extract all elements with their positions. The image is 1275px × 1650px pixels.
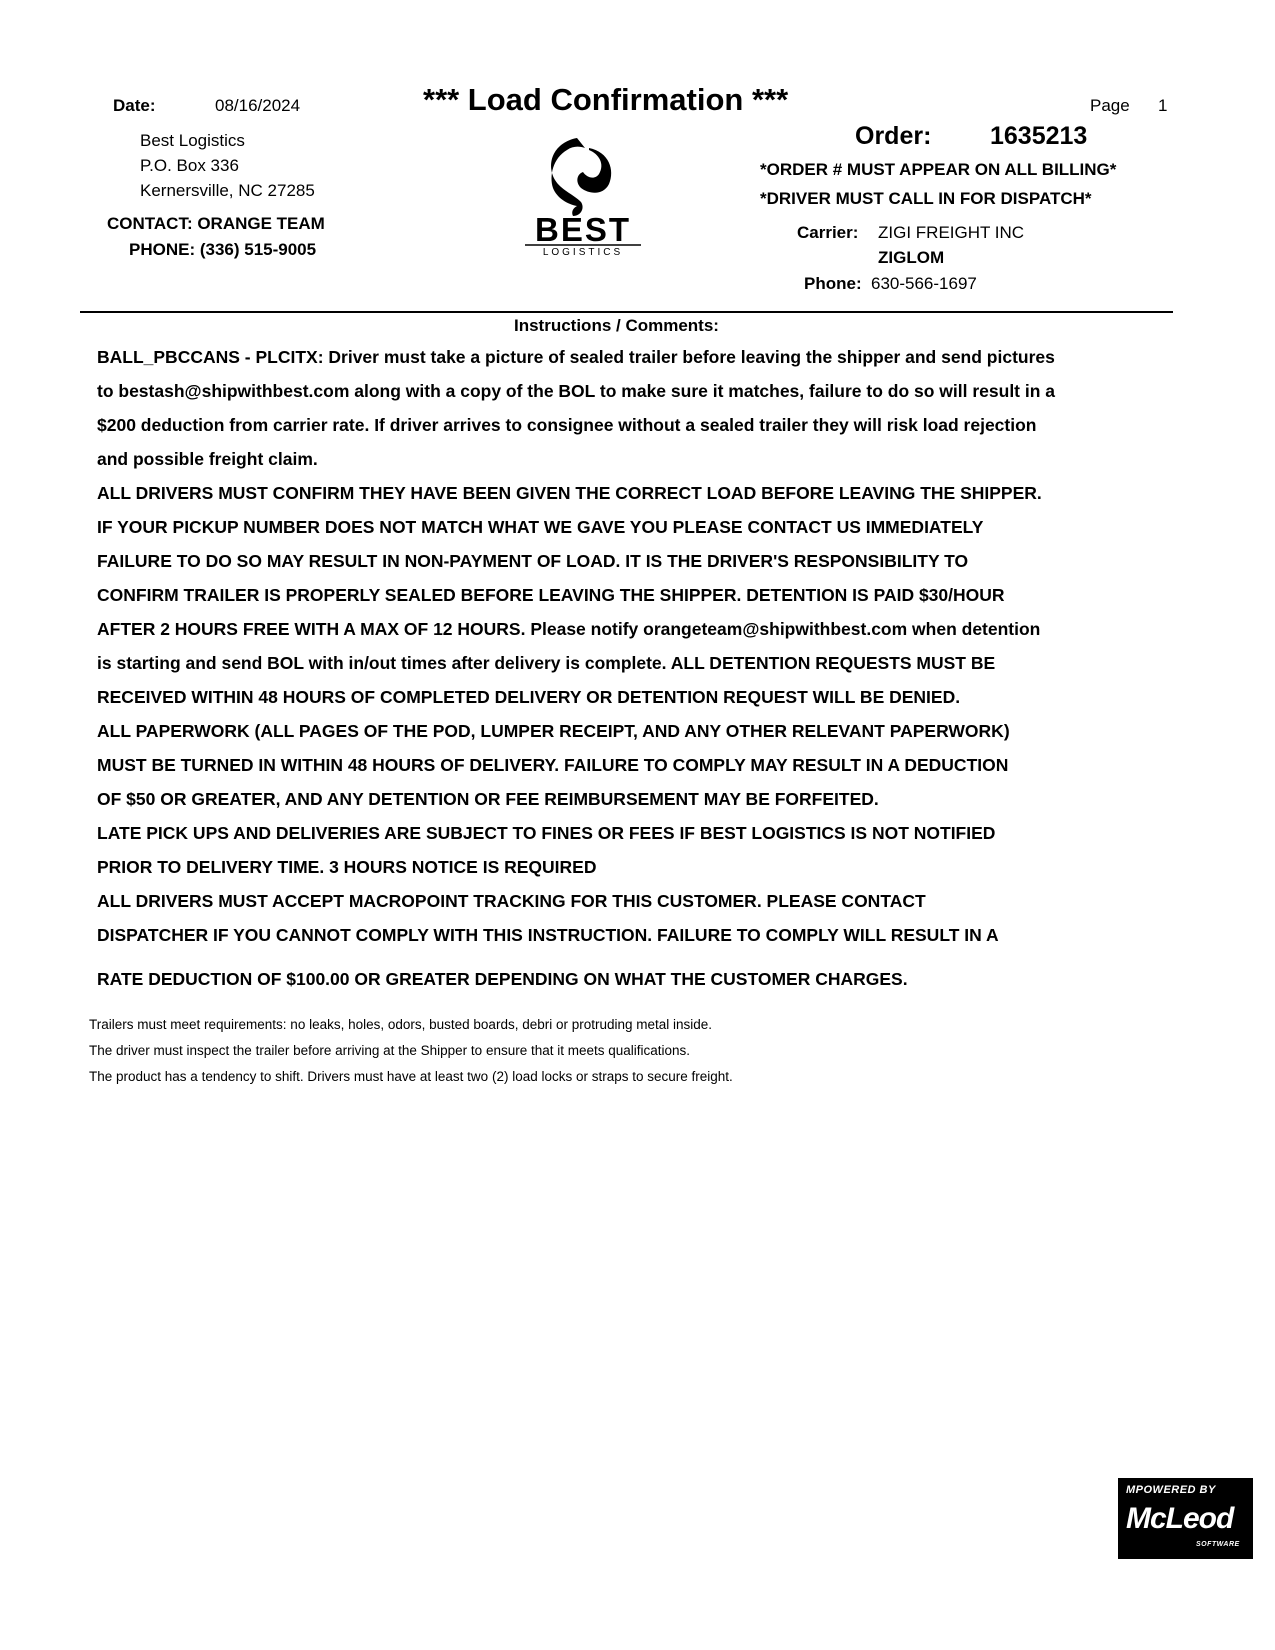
date-value: 08/16/2024 [215, 96, 301, 115]
instruction-line: $200 deduction from carrier rate. If driver arrives to consignee without a sealed trailer they will risk load rejection [97, 415, 1037, 435]
company-address-line1: P.O. Box 336 [140, 156, 239, 175]
instruction-line: and possible freight claim. [97, 449, 318, 469]
fine-print-line: The product has a tendency to shift. Drivers must have at least two (2) load locks or straps to secure freight. [89, 1069, 733, 1084]
carrier-label: Carrier: [797, 223, 859, 242]
page-number: 1 [1158, 96, 1168, 115]
instruction-line: RECEIVED WITHIN 48 HOURS OF COMPLETED DELIVERY OR DETENTION REQUEST WILL BE DENIED. [97, 687, 961, 707]
company-address-block [140, 128, 315, 203]
instruction-line: LATE PICK UPS AND DELIVERIES ARE SUBJECT TO FINES OR FEES IF BEST LOGISTICS IS NOT NOTIFIED [97, 823, 996, 843]
instruction-line: FAILURE TO DO SO MAY RESULT IN NON-PAYMENT OF LOAD. IT IS THE DRIVER'S RESPONSIBILITY TO [97, 551, 969, 571]
instruction-line: PRIOR TO DELIVERY TIME. 3 HOURS NOTICE IS REQUIRED [97, 857, 597, 877]
dispatch-note: *DRIVER MUST CALL IN FOR DISPATCH* [760, 189, 1092, 208]
instruction-line: IF YOUR PICKUP NUMBER DOES NOT MATCH WHAT WE GAVE YOU PLEASE CONTACT US IMMEDIATELY [97, 517, 984, 537]
carrier-phone-label: Phone: [804, 274, 862, 293]
instruction-line: is starting and send BOL with in/out times after delivery is complete. ALL DETENTION REQUESTS MUST BE [97, 653, 996, 673]
order-number: 1635213 [990, 122, 1088, 150]
date-label: Date: [113, 96, 156, 115]
company-contact: CONTACT: ORANGE TEAM [107, 214, 325, 233]
best-logistics-logo [515, 128, 651, 258]
instruction-line: ALL DRIVERS MUST CONFIRM THEY HAVE BEEN GIVEN THE CORRECT LOAD BEFORE LEAVING THE SHIPPER. [97, 483, 1042, 503]
software-text: SOFTWARE [1196, 1541, 1240, 1548]
company-phone: PHONE: (336) 515-9005 [129, 240, 317, 259]
logo-text: BEST [534, 211, 632, 248]
header-divider [80, 311, 1173, 313]
instruction-line: CONFIRM TRAILER IS PROPERLY SEALED BEFORE LEAVING THE SHIPPER. DETENTION IS PAID $30/HOUR [97, 585, 1005, 605]
instruction-line: ALL DRIVERS MUST ACCEPT MACROPOINT TRACKING FOR THIS CUSTOMER. PLEASE CONTACT [97, 891, 926, 911]
instruction-line: ALL PAPERWORK (ALL PAGES OF THE POD, LUMPER RECEIPT, AND ANY OTHER RELEVANT PAPERWORK) [97, 721, 1010, 741]
mcleod-brand-text: McLeod [1126, 1502, 1234, 1535]
company-address-line2: Kernersville, NC 27285 [140, 181, 315, 200]
powered-by-mcleod-badge [1118, 1478, 1253, 1559]
order-label: Order: [855, 122, 932, 150]
carrier-name: ZIGI FREIGHT INC [878, 223, 1025, 242]
instructions-body [97, 340, 1055, 996]
instruction-line: to bestash@shipwithbest.com along with a copy of the BOL to make sure it matches, failure to do so will result in a [97, 381, 1056, 401]
instruction-line: BALL_PBCCANS - PLCITX: Driver must take a picture of sealed trailer before leaving the shipper and send pictures [97, 347, 1055, 367]
instruction-line: MUST BE TURNED IN WITHIN 48 HOURS OF DELIVERY. FAILURE TO COMPLY MAY RESULT IN A DEDUCTION [97, 755, 1009, 775]
powered-by-text: MPOWERED BY [1126, 1484, 1216, 1496]
carrier-phone: 630-566-1697 [871, 274, 977, 293]
carrier-contact: ZIGLOM [878, 248, 945, 267]
instruction-line: OF $50 OR GREATER, AND ANY DETENTION OR FEE REIMBURSEMENT MAY BE FORFEITED. [97, 789, 879, 809]
logo-subtext: LOGISTICS [542, 247, 624, 258]
company-name: Best Logistics [140, 131, 245, 150]
instruction-line: RATE DEDUCTION OF $100.00 OR GREATER DEPENDING ON WHAT THE CUSTOMER CHARGES. [97, 969, 908, 989]
billing-note: *ORDER # MUST APPEAR ON ALL BILLING* [760, 160, 1117, 179]
fine-print-line: Trailers must meet requirements: no leaks, holes, odors, busted boards, debri or protruding metal inside. [89, 1017, 713, 1032]
instructions-heading: Instructions / Comments: [514, 316, 719, 335]
instruction-line: DISPATCHER IF YOU CANNOT COMPLY WITH THIS INSTRUCTION. FAILURE TO COMPLY WILL RESULT IN A [97, 925, 999, 945]
best-logistics-swirl-icon [515, 128, 651, 258]
trailer-requirements-note [89, 1012, 733, 1090]
document-title: *** Load Confirmation *** [423, 82, 789, 117]
page-label: Page [1090, 96, 1130, 115]
fine-print-line: The driver must inspect the trailer before arriving at the Shipper to ensure that it meets qualifications. [89, 1043, 691, 1058]
instruction-line: AFTER 2 HOURS FREE WITH A MAX OF 12 HOURS. Please notify orangeteam@shipwithbest.com when detention [97, 619, 1041, 639]
